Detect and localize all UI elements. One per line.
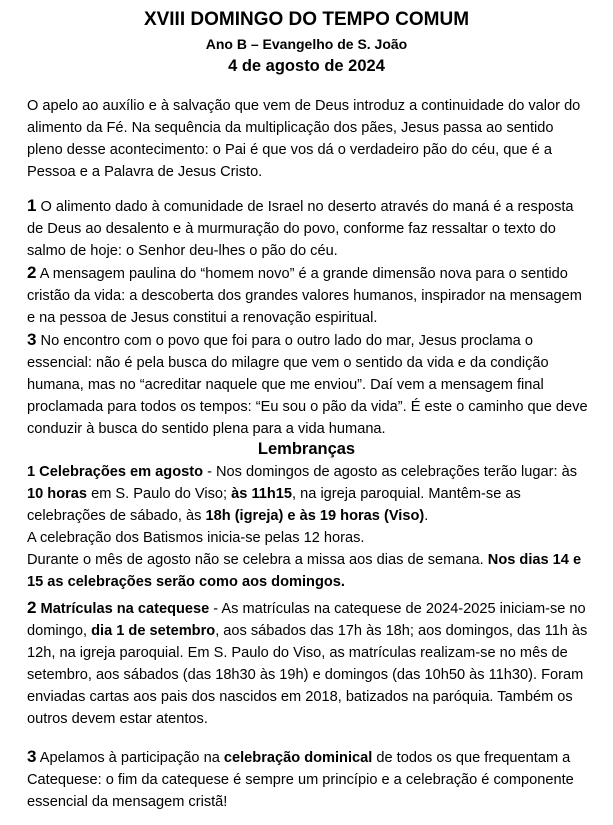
item1-text: Durante o mês de agosto não se celebra a missa aos dias de semana. (27, 552, 488, 568)
item1-title: 1 Celebrações em agosto (27, 464, 204, 480)
item2-paragraph (27, 597, 593, 730)
item1-bold: Nos dias 14 e 15 as celebrações serão como aos domingos. (27, 552, 582, 590)
item2-bold: dia 1 de setembro (91, 623, 216, 639)
item2-title: Matrículas na catequese (40, 601, 210, 617)
item1-paragraph (27, 461, 593, 527)
item1-text: - Nos domingos de agosto as celebrações terão lugar: às (203, 464, 577, 480)
item1-line3 (27, 549, 593, 593)
item1-text: em S. Paulo do Viso; (87, 486, 232, 502)
point-text: A mensagem paulina do “homem novo” é a grande dimensão nova para o sentido cristão da vida: a descoberta dos grandes valores humanos, inspirador na mensagem e na pessoa de Jesus constitui a renovação espiritual. (27, 266, 582, 326)
item3-bold: celebração dominical (223, 750, 373, 766)
intro-paragraph (27, 95, 593, 183)
item1-bold: às 11h15 (231, 486, 293, 502)
item2-text: - As matrículas na catequese de 2024-2025 iniciam-se no domingo, (27, 601, 586, 639)
page-subtitle: Ano B – Evangelho de S. João (205, 36, 408, 52)
item1-text: , na igreja paroquial. Mantêm-se as celebrações de sábado, às (27, 486, 521, 524)
point-1 (27, 195, 593, 262)
item2-number: 2 (27, 598, 37, 617)
item3-paragraph (27, 746, 593, 813)
point-text: O alimento dado à comunidade de Israel no deserto através do maná é a resposta de Deus ao desalento e à murmuração do povo, conforme faz ressaltar o texto do salmo de hoje: o Senhor deu-lhes o pão do céu. (27, 199, 574, 259)
item3-text: de todos os que frequentam a Catequese: o fim da catequese é sempre um princípio e a celebração é componente essencial da mensagem cristã! (27, 750, 574, 810)
page-title: XVIII DOMINGO DO TEMPO COMUM (143, 9, 470, 30)
page-date: 4 de agosto de 2024 (228, 57, 385, 75)
item1-bold: 10 horas (27, 486, 88, 502)
lembrancas-item-1 (27, 461, 593, 593)
item1-line2: A celebração dos Batismos inicia-se pelas 12 horas. (27, 530, 365, 546)
point-3 (27, 329, 593, 440)
point-number: 2 (27, 263, 37, 282)
lembrancas-heading: Lembranças (257, 440, 356, 458)
item3-number: 3 (27, 747, 37, 766)
intro-text: O apelo ao auxílio e à salvação que vem de Deus introduz a continuidade do valor do alimento da Fé. Na sequência da multiplicação dos pães, Jesus passa ao sentido pleno desse acontecimento: o Pai é que vos dá o verdadeiro pão do céu, que é a Pessoa e a Palavra de Jesus Cristo. (27, 98, 581, 180)
points-list (27, 195, 593, 440)
point-number: 3 (27, 330, 37, 349)
item3-text: Apelamos à participação na (36, 750, 224, 766)
item1-text: . (424, 508, 429, 524)
lembrancas-item-2 (27, 597, 593, 730)
point-2 (27, 262, 593, 329)
lembrancas-item-3 (27, 746, 593, 813)
item1-bold: 18h (igreja) e às 19 horas (Viso) (205, 508, 425, 524)
point-text: No encontro com o povo que foi para o outro lado do mar, Jesus proclama o essencial: não é pela busca do milagre que vem o sentido da vida e da condição humana, mas no “acreditar naquele que me enviou”. Daí vem a mensagem final proclamada para todos os tempos: “Eu sou o pão da vida”. É este o caminho que deve conduzir à busca do sentido plena para a vida humana. (27, 333, 588, 437)
item2-text: , aos sábados das 17h às 18h; aos domingos, das 11h às 12h, na igreja paroquial. Em S. Paulo do Viso, as matrículas realizam-se no mês de setembro, aos sábados (das 18h30 às 19h) e domingos (das 10h50 às 11h30). Foram enviadas cartas aos pais dos nascidos em 2018, batizados na paróquia. Também os outros devem estar atentos. (27, 623, 588, 727)
point-number: 1 (27, 196, 37, 215)
